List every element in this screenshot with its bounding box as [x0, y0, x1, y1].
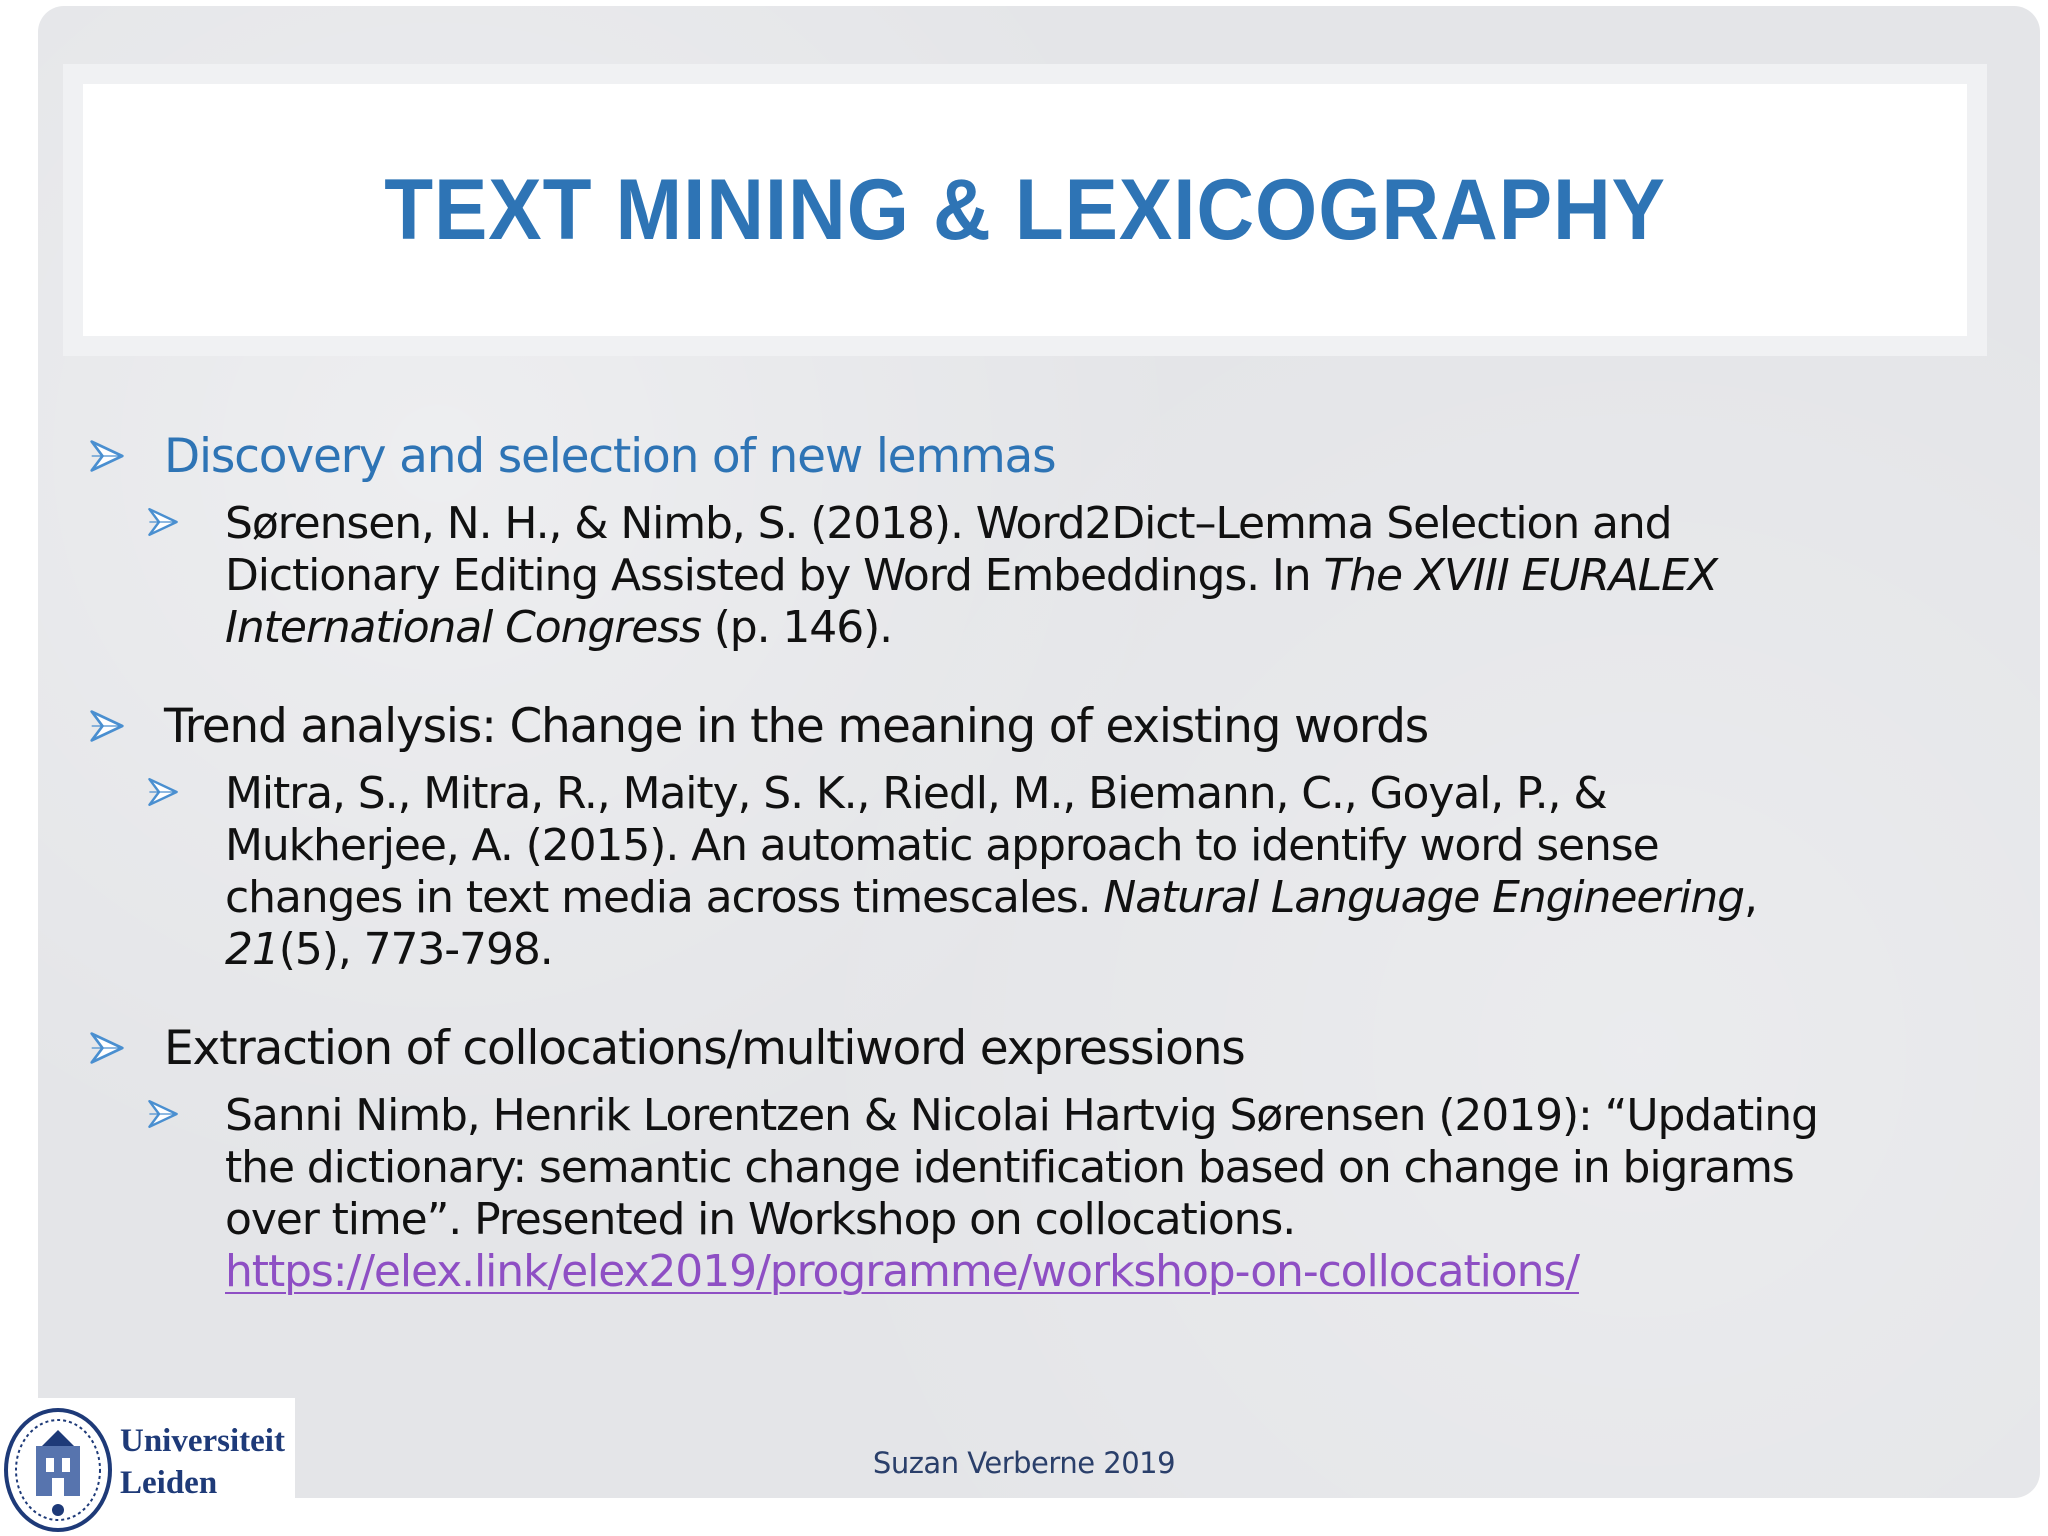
sub-bullet-item — [88, 498, 1845, 654]
bullet-list — [88, 428, 1948, 1298]
workshop-link[interactable]: https://elex.link/elex2019/programme/workshop-on-collocations/ — [225, 1246, 1579, 1297]
university-logo — [0, 1398, 295, 1536]
reference-volume: 21 — [225, 924, 279, 975]
bullet-item — [88, 698, 1948, 756]
bullet-text: Trend analysis: Change in the meaning of existing words — [164, 699, 1429, 754]
logo-line-2: Leiden — [120, 1465, 218, 1501]
bullet-text: Discovery and selection of new lemmas — [164, 429, 1056, 484]
title-band — [63, 64, 1987, 356]
logo-text — [120, 1420, 285, 1504]
sub-bullet-item — [88, 1090, 1845, 1298]
slide-title: TEXT MINING & LEXICOGRAPHY — [384, 161, 1666, 258]
reference-text: Sørensen, N. H., & Nimb, S. (2018). Word2Dict–Lemma Selection and Dictionary Editing Assisted by Word Embeddings. In — [225, 498, 1672, 601]
university-seal-icon — [2, 1406, 114, 1534]
arrow-bullet-icon — [146, 1098, 180, 1130]
arrow-bullet-icon — [88, 1030, 126, 1066]
sub-bullet-item — [88, 768, 1845, 976]
reference-pages: (5), 773-798. — [278, 924, 553, 975]
footer-author: Suzan Verberne 2019 — [872, 1446, 1176, 1480]
reference-pages: (p. 146). — [700, 602, 893, 653]
arrow-bullet-icon — [88, 438, 126, 474]
arrow-bullet-icon — [146, 506, 180, 538]
bullet-text: Extraction of collocations/multiword expressions — [164, 1021, 1245, 1076]
reference-text: Sanni Nimb, Henrik Lorentzen & Nicolai Hartvig Sørensen (2019): “Updating the dictionary: semantic change identification based on change in bigrams over time”. Presented in Workshop on collocations. — [225, 1090, 1818, 1245]
reference-venue: Natural Language Engineering — [1103, 872, 1745, 923]
reference-text: Mitra, S., Mitra, R., Maity, S. K., Riedl, M., Biemann, C., Goyal, P., & Mukherjee, A. (2015). An automatic approach to identify word sense changes in text media across timescales. — [225, 768, 1659, 923]
arrow-bullet-icon — [88, 708, 126, 744]
title-box — [83, 84, 1967, 336]
arrow-bullet-icon — [146, 776, 180, 808]
bullet-item — [88, 428, 1948, 486]
logo-line-1: Universiteit — [120, 1423, 285, 1459]
reference-separator: , — [1744, 872, 1757, 923]
bullet-item — [88, 1020, 1948, 1078]
reference-venue: The XVIII EURALEX International Congress — [225, 550, 1717, 653]
